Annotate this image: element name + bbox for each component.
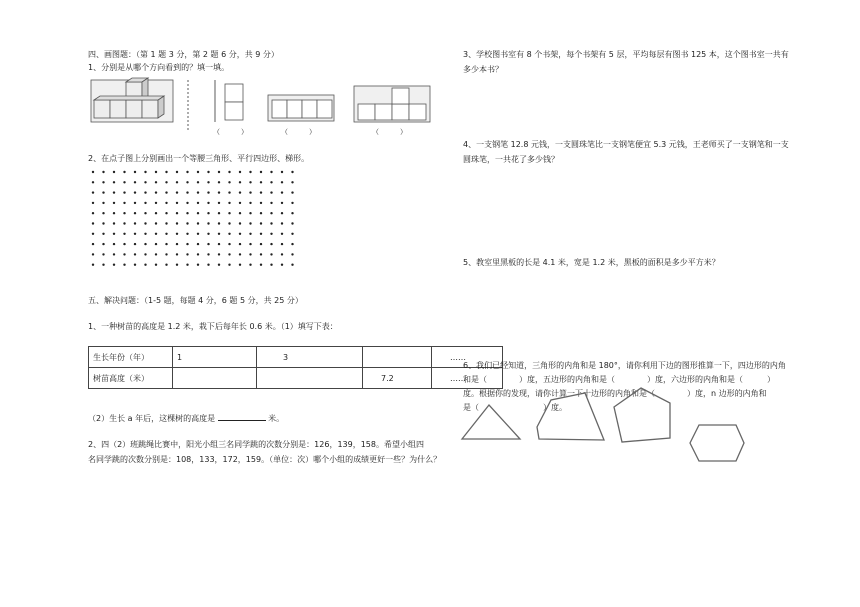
grid-dot [260, 212, 262, 214]
problem-4-line1: 4、一支钢笔 12.8 元钱，一支圆珠笔比一支钢笔便宜 5.3 元钱，王老师买了一支钢笔和一支 [463, 140, 789, 149]
grid-dot [155, 191, 157, 193]
section5-title: 五、解决问题：（1-5 题，每题 4 分，6 题 5 分，共 25 分） [88, 296, 303, 305]
grid-dot [92, 191, 94, 193]
grid-dot [281, 191, 283, 193]
grid-dot [155, 171, 157, 173]
grid-dot [218, 253, 220, 255]
grid-dot [218, 212, 220, 214]
grid-dot [228, 222, 230, 224]
grid-dot [134, 243, 136, 245]
table-cell[interactable] [173, 368, 257, 389]
grid-dot [270, 233, 272, 235]
grid-dot [92, 202, 94, 204]
view-square [272, 100, 287, 118]
grid-dot [291, 243, 293, 245]
grid-dot [102, 253, 104, 255]
cube [142, 100, 158, 118]
grid-dot [155, 212, 157, 214]
question-2: 2、在点子图上分别画出一个等腰三角形、平行四边形、梯形。 [88, 154, 310, 163]
grid-dot [239, 191, 241, 193]
grid-dot [113, 171, 115, 173]
table-row [89, 347, 503, 368]
grid-dot [270, 212, 272, 214]
grid-dot [165, 212, 167, 214]
grid-dot [176, 222, 178, 224]
grid-dot [239, 233, 241, 235]
grid-dot [260, 264, 262, 266]
grid-dot [144, 264, 146, 266]
grid-dot [155, 243, 157, 245]
grid-dot [270, 243, 272, 245]
grid-dot [144, 202, 146, 204]
cube-side [158, 96, 164, 118]
grid-dot [102, 191, 104, 193]
view-panel [354, 86, 430, 122]
grid-dot [281, 253, 283, 255]
grid-dot [186, 233, 188, 235]
grid-dot [165, 191, 167, 193]
grid-dot [291, 233, 293, 235]
grid-dot [92, 212, 94, 214]
grid-dot [239, 202, 241, 204]
grid-dot [92, 264, 94, 266]
grid-dot [270, 253, 272, 255]
grid-dot [207, 233, 209, 235]
grid-dot [176, 191, 178, 193]
grid-dot [291, 212, 293, 214]
section4-title: 四、画图题：（第 1 题 3 分，第 2 题 6 分，共 9 分） [88, 50, 279, 59]
grid-dot [249, 222, 251, 224]
problem-6-line2: 和是（ ）度，五边形的内角和是（ ）度，六边形的内角和是（ ） [463, 375, 775, 384]
grid-dot [281, 243, 283, 245]
grid-dot [207, 171, 209, 173]
grid-dot [144, 253, 146, 255]
grid-dot [134, 181, 136, 183]
problem-1-part2-text: （2）生长 a 年后，这棵树的高度是 [88, 414, 216, 423]
grid-dot [186, 243, 188, 245]
grid-dot [102, 233, 104, 235]
grid-dot [207, 181, 209, 183]
grid-dot [197, 222, 199, 224]
grid-dot [291, 222, 293, 224]
grid-dot [281, 212, 283, 214]
grid-dot [249, 202, 251, 204]
grid-dot [249, 212, 251, 214]
view-square [225, 84, 243, 102]
view-square [317, 100, 332, 118]
cube-solid-panel [91, 80, 173, 122]
grid-dot [165, 181, 167, 183]
hexagon-shape [690, 425, 744, 461]
grid-dot [239, 243, 241, 245]
grid-dot [155, 181, 157, 183]
grid-dot [123, 171, 125, 173]
grid-dot [176, 243, 178, 245]
grid-dot [260, 233, 262, 235]
grid-dot [176, 233, 178, 235]
grid-dot [281, 171, 283, 173]
view-square [358, 104, 375, 120]
grid-dot [228, 202, 230, 204]
grid-dot [155, 202, 157, 204]
table-row [89, 368, 503, 389]
grid-dot [186, 212, 188, 214]
table-cell[interactable]: 7.2 [363, 368, 432, 389]
grid-dot [92, 181, 94, 183]
grid-dot [102, 264, 104, 266]
grid-dot [92, 233, 94, 235]
grid-dot [291, 191, 293, 193]
cube [126, 82, 142, 100]
grid-dot [207, 222, 209, 224]
table-cell: …… [432, 368, 503, 389]
grid-dot [291, 202, 293, 204]
view-square [392, 104, 409, 120]
grid-dot [155, 253, 157, 255]
grid-dot [197, 233, 199, 235]
grid-dot [207, 191, 209, 193]
grid-dot [186, 181, 188, 183]
grid-dot [134, 253, 136, 255]
grid-dot [260, 243, 262, 245]
quadrilateral-shape [537, 393, 604, 440]
grid-dot [123, 243, 125, 245]
problem-1-part2 [88, 412, 284, 424]
grid-dot [249, 171, 251, 173]
view-panel [268, 95, 334, 121]
grid-dot [186, 222, 188, 224]
grid-dot [228, 181, 230, 183]
grid-dot [134, 191, 136, 193]
problem-2-line1: 2、四（2）班跳绳比赛中，阳光小组三名同学跳的次数分别是：126，139，158。希望小组四 [88, 440, 424, 449]
grid-dot [165, 264, 167, 266]
grid-dot [92, 171, 94, 173]
grid-dot [144, 222, 146, 224]
grid-dot [228, 233, 230, 235]
problem-5: 5、教室里黑板的长是 4.1 米，宽是 1.2 米，黑板的面积是多少平方米？ [463, 258, 720, 267]
grid-dot [197, 243, 199, 245]
grid-dot [197, 253, 199, 255]
problem-4-line2: 圆珠笔，一共花了多少钱？ [463, 155, 559, 164]
grid-dot [123, 222, 125, 224]
grid-dot [228, 212, 230, 214]
grid-dot [102, 181, 104, 183]
grid-dot [270, 181, 272, 183]
grid-dot [134, 171, 136, 173]
grid-dot [113, 243, 115, 245]
grid-dot [197, 202, 199, 204]
grid-dot [270, 191, 272, 193]
cube [110, 100, 126, 118]
grid-dot [249, 253, 251, 255]
grid-dot [291, 253, 293, 255]
grid-dot [281, 222, 283, 224]
grid-dot [113, 264, 115, 266]
grid-dot [165, 233, 167, 235]
grid-dot [186, 264, 188, 266]
grid-dot [123, 181, 125, 183]
grid-dot [270, 222, 272, 224]
grid-dot [218, 222, 220, 224]
view-square [225, 102, 243, 120]
grid-dot [186, 171, 188, 173]
grid-dot [102, 243, 104, 245]
answer-blank[interactable] [218, 412, 266, 421]
grid-dot [144, 243, 146, 245]
grid-dot [92, 222, 94, 224]
problem-6-line4: 是（ ）度。 [463, 403, 567, 412]
grid-dot [92, 253, 94, 255]
grid-dot [113, 253, 115, 255]
answer-blank-3[interactable]: （ ） [372, 128, 407, 136]
grid-dot [281, 181, 283, 183]
table-cell: 树苗高度（米） [89, 368, 173, 389]
grid-dot [260, 191, 262, 193]
grid-dot [176, 181, 178, 183]
problem-3-line1: 3、学校图书室有 8 个书架，每个书架有 5 层，平均每层有图书 125 本，这个图书室一共有 [463, 50, 789, 59]
cube [94, 100, 110, 118]
grid-dot [239, 253, 241, 255]
grid-dot [281, 233, 283, 235]
cube-side [142, 78, 148, 100]
grid-dot [249, 181, 251, 183]
grid-dot [134, 212, 136, 214]
grid-dot [228, 171, 230, 173]
grid-dot [197, 191, 199, 193]
grid-dot [113, 191, 115, 193]
grid-dot [218, 181, 220, 183]
grid-dot [123, 202, 125, 204]
grid-dot [113, 202, 115, 204]
grid-dot [155, 222, 157, 224]
grid-dot [249, 243, 251, 245]
grid-dot [207, 264, 209, 266]
grid-dot [123, 212, 125, 214]
grid-dot [186, 202, 188, 204]
grid-dot [218, 233, 220, 235]
grid-dot [207, 212, 209, 214]
grid-dot [281, 264, 283, 266]
grid-dot [260, 253, 262, 255]
grid-dot [218, 191, 220, 193]
grid-dot [144, 212, 146, 214]
grid-dot [102, 202, 104, 204]
grid-dot [144, 171, 146, 173]
answer-blank-1[interactable]: （ ） [213, 128, 248, 136]
cube-top [94, 96, 164, 100]
grid-dot [197, 212, 199, 214]
grid-dot [134, 202, 136, 204]
table-cell[interactable]: 3 [257, 347, 363, 368]
grid-dot [134, 233, 136, 235]
grid-dot [291, 181, 293, 183]
grid-dot [249, 264, 251, 266]
problem-6-line1: 6、我们已经知道，三角形的内角和是 180°，请你利用下边的图形推算一下，四边形的内角 [463, 361, 786, 370]
grid-dot [239, 181, 241, 183]
table-cell[interactable] [257, 368, 363, 389]
growth-table [88, 346, 503, 389]
grid-dot [92, 243, 94, 245]
grid-dot [102, 171, 104, 173]
view-square [302, 100, 317, 118]
table-cell: …… [432, 347, 503, 368]
grid-dot [113, 233, 115, 235]
grid-dot [239, 222, 241, 224]
grid-dot [281, 202, 283, 204]
grid-dot [218, 264, 220, 266]
grid-dot [165, 171, 167, 173]
grid-dot [270, 171, 272, 173]
grid-dot [155, 264, 157, 266]
grid-dot [218, 171, 220, 173]
grid-dot [260, 181, 262, 183]
grid-dot [228, 191, 230, 193]
grid-dot [123, 253, 125, 255]
grid-dot [239, 212, 241, 214]
grid-dot [176, 171, 178, 173]
answer-blank-2[interactable]: （ ） [281, 128, 316, 136]
grid-dot [260, 171, 262, 173]
grid-dot [239, 171, 241, 173]
grid-dot [165, 253, 167, 255]
grid-dot [197, 171, 199, 173]
problem-2-line2: 名同学跳的次数分别是：108，133，172，159。（单位：次）哪个小组的成绩更好一些？为什么？ [88, 455, 442, 464]
cube-top [126, 78, 148, 82]
view-square [392, 88, 409, 104]
grid-dot [218, 243, 220, 245]
grid-dot [165, 222, 167, 224]
grid-dot [249, 191, 251, 193]
grid-dot [123, 264, 125, 266]
grid-dot [218, 202, 220, 204]
grid-dot [176, 202, 178, 204]
grid-dot [249, 233, 251, 235]
grid-dot [165, 243, 167, 245]
grid-dot [186, 253, 188, 255]
view-square [287, 100, 302, 118]
grid-dot [207, 253, 209, 255]
grid-dot [123, 233, 125, 235]
grid-dot [134, 264, 136, 266]
grid-dot [113, 222, 115, 224]
grid-dot [207, 243, 209, 245]
grid-dot [239, 264, 241, 266]
problem-1: 1、一种树苗的高度是 1.2 米，栽下后每年长 0.6 米。（1）填写下表： [88, 322, 338, 331]
grid-dot [197, 264, 199, 266]
grid-dot [176, 264, 178, 266]
question-1: 1、分别是从哪个方向看到的？填一填。 [88, 63, 230, 72]
table-cell[interactable] [363, 347, 432, 368]
grid-dot [176, 212, 178, 214]
grid-dot [228, 243, 230, 245]
grid-dot [155, 233, 157, 235]
grid-dot [260, 202, 262, 204]
grid-dot [186, 191, 188, 193]
grid-dot [144, 191, 146, 193]
view-square [375, 104, 392, 120]
grid-dot [228, 253, 230, 255]
grid-dot [291, 264, 293, 266]
grid-dot [197, 181, 199, 183]
grid-dot [228, 264, 230, 266]
table-cell: 生长年份（年） [89, 347, 173, 368]
grid-dot [102, 212, 104, 214]
grid-dot [270, 264, 272, 266]
table-cell[interactable]: 1 [173, 347, 257, 368]
problem-3-line2: 多少本书？ [463, 65, 503, 74]
cube [126, 100, 142, 118]
grid-dot [207, 202, 209, 204]
grid-dot [260, 222, 262, 224]
grid-dot [270, 202, 272, 204]
grid-dot [134, 222, 136, 224]
grid-dot [113, 181, 115, 183]
grid-dot [113, 212, 115, 214]
grid-dot [123, 191, 125, 193]
grid-dot [165, 202, 167, 204]
grid-dot [144, 233, 146, 235]
grid-dot [102, 222, 104, 224]
grid-dot [144, 181, 146, 183]
grid-dot [176, 253, 178, 255]
view-square [409, 104, 426, 120]
problem-6-line3: 度。根据你的发现，请你计算一下十边形的内角和是（ ）度，n 边形的内角和 [463, 389, 767, 398]
grid-dot [291, 171, 293, 173]
unit-label: 米。 [268, 414, 285, 423]
